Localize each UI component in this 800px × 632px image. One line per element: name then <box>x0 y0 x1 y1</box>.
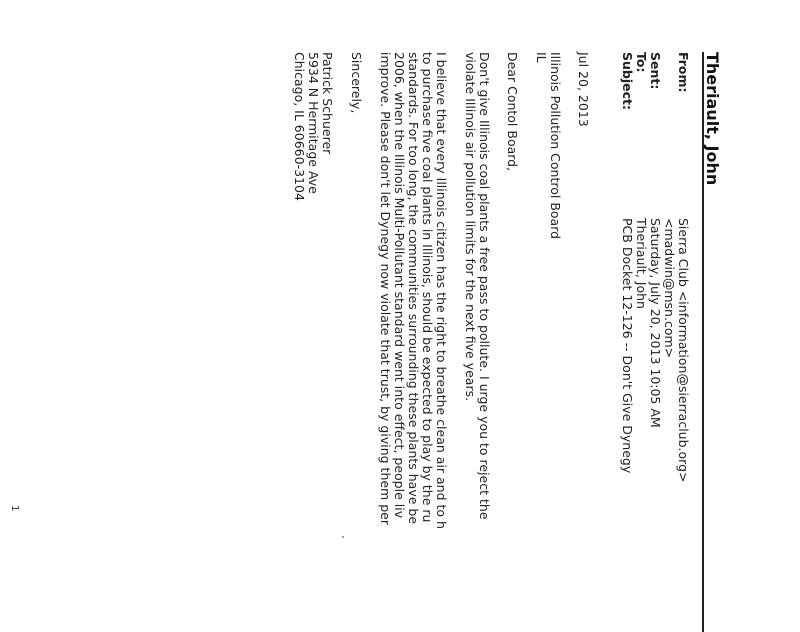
from-label: From: <box>676 52 691 93</box>
recipient-line-1: Illinois Pollution Control Board <box>548 52 563 240</box>
salutation: Dear Contol Board, <box>505 52 520 172</box>
recipient-line-2: IL <box>534 52 549 63</box>
to-label: To: <box>634 52 649 73</box>
page-number: 1 <box>9 505 20 512</box>
header-name: Theriault, John <box>703 52 722 186</box>
paragraph-2-line-5: improve. Please don't let Dynegy now violate that trust, by giving them per <box>378 52 393 525</box>
paragraph-1-line-2: violate Illinois air pollution limits for the next five years. <box>463 52 478 402</box>
sent-label: Sent: <box>648 52 663 90</box>
subject-value: PCB Docket 12-126 -- Don't Give Dynegy <box>620 218 635 474</box>
header-rule <box>702 52 704 632</box>
paragraph-1-line-1: Don't give Illinois coal plants a free pass to pollute. I urge you to reject the <box>477 52 492 520</box>
sent-value: Saturday, July 20, 2013 10:05 AM <box>648 218 663 428</box>
paragraph-2-line-3: standards. For too long, the communities surrounding these plants have be <box>406 52 421 525</box>
scan-speck <box>342 536 344 538</box>
signer-name: Patrick Schuerer <box>320 52 335 155</box>
signer-city: Chicago, IL 60660-3104 <box>292 52 307 201</box>
letter-date: Jul 20, 2013 <box>576 52 591 127</box>
paragraph-2-line-2: to purchase five coal plants in Illinois, should be expected to play by the ru <box>420 52 435 523</box>
paragraph-2-line-1: I believe that every Illinois citizen has the right to breathe clean air and to h <box>434 52 449 529</box>
closing: Sincerely, <box>349 52 364 114</box>
from-value-line-2: <madwin@msn.com> <box>662 218 677 359</box>
from-value-line-1: Sierra Club <information@sierraclub.org> <box>676 218 691 483</box>
subject-label: Subject: <box>620 52 635 110</box>
to-value: Theriault, John <box>634 218 649 309</box>
signer-street: 5934 N Hermitage Ave <box>306 52 321 194</box>
paragraph-2-line-4: 2006, when the Illinois Multi-Pollutant standard went into effect, people liv <box>392 52 407 519</box>
